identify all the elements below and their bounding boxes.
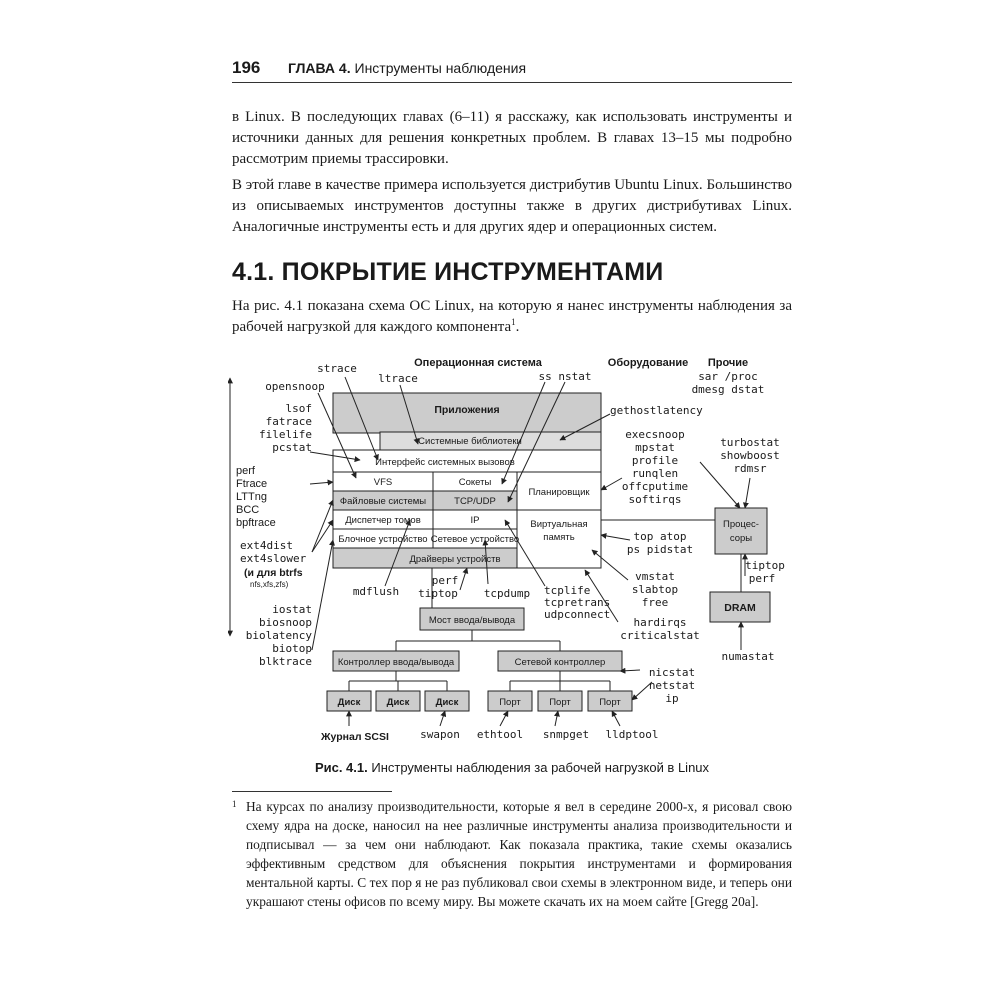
volume-manager-label: Диспетчер томов bbox=[345, 515, 421, 526]
paragraph-2: В этой главе в качестве примера используется дистрибутив Ubuntu Linux. Большинство из описываемых инструментов доступны также в других дистрибутивах Linux. Аналогичные инструменты есть и для других ядер и операционных систем. bbox=[232, 177, 792, 235]
tool-ss-nstat: ss nstat bbox=[538, 370, 592, 383]
caption-text: Инструменты наблюдения за рабочей нагрузкой в Linux bbox=[371, 760, 710, 775]
tool-pcstat: pcstat bbox=[272, 441, 312, 454]
vfs-label: VFS bbox=[373, 477, 393, 488]
port-label-3: Порт bbox=[599, 697, 621, 708]
tool-ftrace: Ftrace bbox=[236, 478, 268, 490]
paragraph-3-end: . bbox=[515, 319, 520, 335]
tool-profile: profile bbox=[631, 454, 679, 467]
tool-netstat: netstat bbox=[648, 679, 696, 692]
tool-vmstat: vmstat bbox=[635, 570, 675, 583]
chapter-label: ГЛАВА 4. bbox=[288, 60, 351, 76]
tool-strace: strace bbox=[317, 362, 357, 375]
tool-lldptool: lldptool bbox=[605, 728, 659, 741]
tool-dmesg-dstat: dmesg dstat bbox=[691, 383, 765, 396]
file-systems-label: Файловые системы bbox=[339, 496, 427, 507]
disk-label-3: Диск bbox=[435, 697, 459, 708]
tool-biolatency: biolatency bbox=[245, 629, 312, 642]
tool-showboost: showboost bbox=[720, 449, 780, 462]
tool-tcpdump: tcpdump bbox=[483, 587, 531, 600]
net-device-label: Сетевое устройство bbox=[430, 534, 520, 545]
dram-label: DRAM bbox=[724, 602, 756, 614]
other-column-title: Прочие bbox=[707, 357, 749, 369]
tool-rdmsr: rdmsr bbox=[733, 462, 767, 475]
cpu-box bbox=[715, 508, 767, 554]
sockets-label: Сокеты bbox=[458, 477, 492, 488]
io-bridge-label: Мост ввода/вывода bbox=[428, 615, 516, 626]
paragraph-3-text: На рис. 4.1 показана схема ОС Linux, на которую я нанес инструменты наблюдения за рабочей нагрузкой для каждого компонента bbox=[232, 298, 792, 335]
tool-swapon: swapon bbox=[420, 728, 460, 741]
tool-gethostlatency: gethostlatency bbox=[610, 404, 703, 417]
btrfs-subnote: nfs,xfs,zfs) bbox=[250, 580, 289, 589]
tool-snmpget: snmpget bbox=[542, 728, 590, 741]
tool-free: free bbox=[641, 596, 669, 609]
cpu-label-2: соры bbox=[729, 533, 753, 544]
ip-label: IP bbox=[470, 515, 480, 526]
tcp-udp-label: TCP/UDP bbox=[454, 496, 496, 507]
tool-bpftrace: bpftrace bbox=[236, 517, 276, 529]
tool-lsof: lsof bbox=[285, 402, 312, 415]
tool-tcpretrans: tcpretrans bbox=[544, 596, 611, 609]
tool-slabtop: slabtop bbox=[631, 583, 679, 596]
tool-nicstat: nicstat bbox=[648, 666, 696, 679]
tool-opensnoop: opensnoop bbox=[265, 380, 325, 393]
tool-ip: ip bbox=[665, 692, 679, 705]
tool-ethtool: ethtool bbox=[476, 728, 524, 741]
tool-top-atop: top atop bbox=[633, 530, 687, 543]
tool-iostat: iostat bbox=[272, 603, 312, 616]
figure-caption bbox=[232, 760, 792, 775]
scsi-log-label: Журнал SCSI bbox=[321, 731, 389, 743]
page-number: 196 bbox=[232, 58, 261, 77]
cpu-label-1: Процес- bbox=[723, 519, 759, 530]
btrfs-note: (и для btrfs bbox=[244, 567, 303, 579]
net-controller-label: Сетевой контроллер bbox=[514, 657, 606, 668]
virtual-memory-label-2: память bbox=[543, 532, 575, 543]
footnote-mark: 1 bbox=[232, 799, 237, 809]
tool-biotop: biotop bbox=[272, 642, 312, 655]
virtual-memory-label-1: Виртуальная bbox=[530, 519, 588, 530]
linux-tools-diagram bbox=[228, 354, 800, 750]
chapter-title bbox=[288, 60, 526, 76]
paragraph-1: в Linux. В последующих главах (6–11) я расскажу, как использовать инструменты и источники данных для решения конкретных проблем. В главах 13–15 мы подробно рассмотрим приемы трассировки. bbox=[232, 109, 792, 167]
tool-udpconnect: udpconnect bbox=[544, 608, 611, 621]
tool-ps-pidstat: ps pidstat bbox=[626, 543, 694, 556]
tool-criticalstat: criticalstat bbox=[620, 629, 700, 642]
tool-numastat: numastat bbox=[721, 650, 775, 663]
tool-perf-mid: perf bbox=[431, 574, 459, 587]
tool-execsnoop: execsnoop bbox=[625, 428, 685, 441]
tool-fatrace: fatrace bbox=[265, 415, 312, 428]
tool-softirqs: softirqs bbox=[628, 493, 682, 506]
tool-lttng: LTTng bbox=[236, 491, 267, 503]
caption-label: Рис. 4.1. bbox=[314, 760, 368, 775]
tool-ltrace: ltrace bbox=[378, 372, 418, 385]
tool-biosnoop: biosnoop bbox=[259, 616, 312, 629]
disk-label-1: Диск bbox=[337, 697, 361, 708]
footnote-divider bbox=[232, 791, 392, 792]
tool-runqlen: runqlen bbox=[631, 467, 679, 480]
os-column-title: Операционная система bbox=[414, 357, 542, 369]
syscall-label: Интерфейс системных вызовов bbox=[375, 457, 515, 468]
device-drivers-label: Драйверы устройств bbox=[409, 554, 501, 565]
chapter-name: Инструменты наблюдения bbox=[354, 60, 527, 76]
tool-filelife: filelife bbox=[259, 428, 312, 441]
disk-label-2: Диск bbox=[386, 697, 410, 708]
scheduler-label: Планировщик bbox=[528, 487, 590, 498]
hardware-column-title: Оборудование bbox=[607, 357, 689, 369]
tool-offcputime: offcputime bbox=[621, 480, 689, 493]
tool-ext4dist: ext4dist bbox=[240, 539, 293, 552]
tool-bcc: BCC bbox=[236, 504, 260, 516]
tool-tiptop-right: tiptop bbox=[745, 559, 785, 572]
footnote-text: На курсах по анализу производительности, которые я вел в середине 2000-х, я рисовал свою схему ядра на доске, наносил на нее различные инструменты анализа производительности и подписывал — за чем они наблюдают. Как показала практика, такие схемы оказались эффективным средством для объяснения покрытия инструментами и формирования ментальной карты. С тех пор я не раз публиковал свои схемы в электронном виде, и теперь они украшают стены офисов по всему миру. Вы можете скачать их на моем сайте [Gregg 20a]. bbox=[246, 799, 792, 909]
block-device-label: Блочное устройство bbox=[338, 534, 428, 545]
tool-mpstat: mpstat bbox=[635, 441, 675, 454]
section-heading: 4.1. ПОКРЫТИЕ ИНСТРУМЕНТАМИ bbox=[232, 258, 664, 286]
applications-label: Приложения bbox=[434, 404, 500, 416]
system-libraries-label: Системные библиотеки bbox=[418, 436, 522, 447]
tool-hardirqs: hardirqs bbox=[633, 616, 687, 629]
tool-ext4slower: ext4slower bbox=[240, 552, 307, 565]
running-header bbox=[232, 58, 792, 83]
footnote-ref: 1 bbox=[511, 317, 516, 327]
port-label-2: Порт bbox=[549, 697, 571, 708]
io-controller-label: Контроллер ввода/вывода bbox=[337, 657, 455, 668]
tool-mdflush: mdflush bbox=[352, 585, 400, 598]
paragraph-3 bbox=[232, 296, 792, 338]
tool-tcplife: tcplife bbox=[544, 584, 591, 597]
tool-perf-right: perf bbox=[748, 572, 776, 585]
tool-tiptop-mid: tiptop bbox=[418, 587, 458, 600]
tool-sar-proc: sar /proc bbox=[698, 370, 758, 383]
tool-blktrace: blktrace bbox=[259, 655, 312, 668]
port-label-1: Порт bbox=[499, 697, 521, 708]
tool-perf-left: perf bbox=[236, 465, 255, 477]
tool-turbostat: turbostat bbox=[720, 436, 780, 449]
